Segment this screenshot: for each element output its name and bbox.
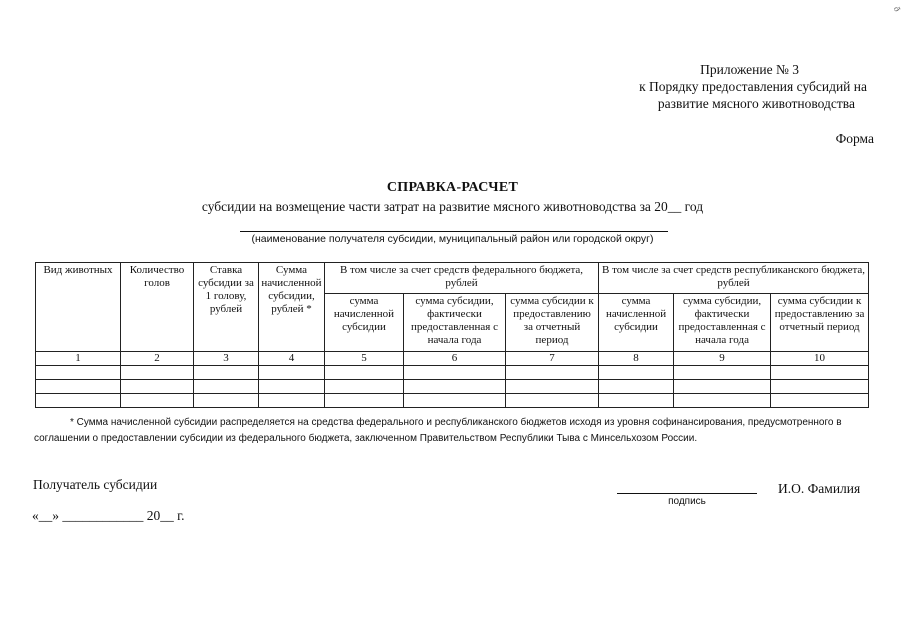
form-label: Форма [835,131,874,146]
empty-cell[interactable] [194,380,259,394]
empty-cell[interactable] [259,394,325,408]
signature-caption: подпись [668,496,706,507]
empty-cell[interactable] [599,394,674,408]
appendix-line-3: развитие мясного животноводства [657,96,855,111]
header-republic-group: В том числе за счет средств республиканского бюджета, рублей [599,263,869,294]
empty-cell[interactable] [325,366,404,380]
column-number: 9 [674,352,771,366]
empty-cell[interactable] [325,380,404,394]
header-federal-provided: сумма субсидии, фактически предоставленная с начала года [404,294,506,352]
column-number: 2 [121,352,194,366]
header-federal-accrued: сумма начисленной субсидии [325,294,404,352]
appendix-header [547,61,867,112]
column-number: 1 [36,352,121,366]
empty-cell[interactable] [121,380,194,394]
empty-cell[interactable] [36,394,121,408]
recipient-name-line[interactable] [240,231,668,232]
table-row[interactable] [36,380,869,394]
empty-cell[interactable] [599,366,674,380]
calculation-table [35,262,869,408]
date-line[interactable]: «__» ____________ 20__ г. [32,508,185,523]
empty-cell[interactable] [674,366,771,380]
column-number: 6 [404,352,506,366]
empty-cell[interactable] [404,394,506,408]
signature-line[interactable] [617,493,757,494]
empty-cell[interactable] [121,394,194,408]
empty-cell[interactable] [36,366,121,380]
empty-cell[interactable] [194,366,259,380]
corner-mark: ð [891,5,903,13]
header-republic-accrued: сумма начисленной субсидии [599,294,674,352]
empty-cell[interactable] [674,380,771,394]
header-head-count: Количество голов [121,263,194,352]
recipient-caption: (наименование получателя субсидии, муниципальный район или городской округ) [251,233,654,245]
column-number: 8 [599,352,674,366]
document-title: СПРАВКА-РАСЧЕТ [386,180,519,195]
column-number: 4 [259,352,325,366]
column-number: 5 [325,352,404,366]
footnote: * Сумма начисленной субсидии распределяется на средства федерального и республиканского бюджетов исходя из уровня софинансирования, предусмотренного в соглашении о предоставлении субсидии из федерального бюджета, заключенном Правительством Республики Тыва с Минсельхозом России. [34,417,842,444]
empty-cell[interactable] [404,366,506,380]
header-republic-provided: сумма субсидии, фактически предоставленная с начала года [674,294,771,352]
empty-cell[interactable] [674,394,771,408]
header-federal-group: В том числе за счет средств федерального бюджета, рублей [325,263,599,294]
empty-cell[interactable] [259,366,325,380]
header-federal-due: сумма субсидии к предоставлению за отчетный период [506,294,599,352]
empty-cell[interactable] [771,380,869,394]
recipient-label: Получатель субсидии [33,477,158,492]
empty-cell[interactable] [506,380,599,394]
header-animal-type: Вид животных [36,263,121,352]
column-number: 3 [194,352,259,366]
column-number-row [36,352,869,366]
header-rate: Ставка субсидии за 1 голову, рублей [194,263,259,352]
appendix-number: Приложение № 3 [700,62,799,77]
appendix-line-2: к Порядку предоставления субсидий на [639,79,867,94]
empty-cell[interactable] [121,366,194,380]
empty-cell[interactable] [36,380,121,394]
header-accrued-sum: Сумма начисленной субсидии, рублей * [259,263,325,352]
column-number: 10 [771,352,869,366]
empty-cell[interactable] [506,394,599,408]
empty-cell[interactable] [194,394,259,408]
document-subtitle: субсидии на возмещение части затрат на развитие мясного животноводства за 20__ год [201,199,704,214]
name-label: И.О. Фамилия [778,481,861,496]
empty-cell[interactable] [506,366,599,380]
header-republic-due: сумма субсидии к предоставлению за отчетный период [771,294,869,352]
column-number: 7 [506,352,599,366]
empty-cell[interactable] [599,380,674,394]
empty-cell[interactable] [771,366,869,380]
table-row[interactable] [36,366,869,380]
empty-cell[interactable] [325,394,404,408]
table-row[interactable] [36,394,869,408]
empty-cell[interactable] [771,394,869,408]
empty-cell[interactable] [404,380,506,394]
empty-cell[interactable] [259,380,325,394]
